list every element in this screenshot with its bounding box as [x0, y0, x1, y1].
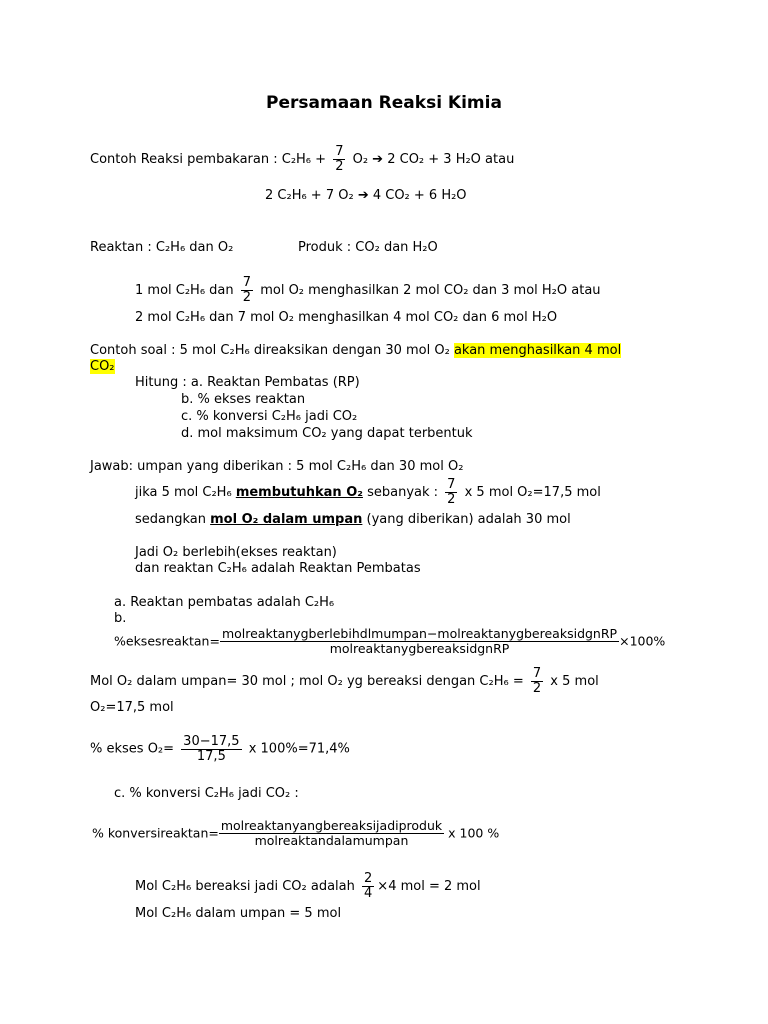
sedang-bold: mol O₂ dalam umpan [210, 512, 363, 527]
pct-lhs: % ekses O₂= [90, 741, 175, 757]
fraction [220, 627, 619, 656]
fraction [241, 276, 253, 305]
fraction-numerator: 7 [335, 144, 344, 159]
fraction-denominator: molreaktanygbereaksidgnRP [329, 641, 510, 656]
konversi-formula [92, 819, 499, 848]
fraction [445, 478, 457, 507]
mol-o2-result: O₂=17,5 mol [90, 700, 174, 715]
fraction-denominator: 17,5 [196, 749, 226, 764]
products-text: Produk : CO₂ dan H₂O [298, 240, 438, 255]
konv-lhs: % konversireaktan= [92, 825, 219, 841]
mol-line-1 [135, 276, 601, 305]
fraction-numerator: 30−17,5 [183, 734, 240, 749]
fraction-denominator: 2 [447, 492, 456, 507]
reaction-line-1 [90, 145, 514, 174]
pct-rhs: x 100%=71,4% [248, 741, 350, 757]
mol-o2-a: Mol O₂ dalam umpan= 30 mol ; mol O₂ yg bereaksi dengan C₂H₆ = [90, 674, 524, 689]
problem-item-c: c. % konversi C₂H₆ jadi CO₂ [181, 409, 358, 424]
jika-a: jika 5 mol C₂H₆ [135, 485, 232, 500]
problem-intro-cont [90, 359, 115, 375]
fraction-numerator: 2 [364, 871, 373, 886]
page-title: Persamaan Reaksi Kimia [266, 93, 502, 113]
fraction [219, 819, 444, 848]
highlighted-text: akan menghasilkan 4 mol [453, 343, 622, 358]
answer-sedangkan [135, 512, 571, 528]
jika-bold: membutuhkan O₂ [235, 485, 363, 500]
fraction [333, 145, 345, 174]
sedang-b: (yang diberikan) adalah 30 mol [366, 512, 571, 527]
ekses-formula [114, 627, 665, 656]
reaction-line-2: 2 C₂H₆ + 7 O₂ ➔ 4 CO₂ + 6 H₂O [265, 188, 467, 203]
reaction-label: Contoh Reaksi pembakaran : C₂H₆ + [90, 152, 327, 167]
jika-c: x 5 mol O₂=17,5 mol [464, 485, 601, 500]
answer-item-b: b. [114, 611, 127, 626]
fraction [531, 667, 543, 696]
fraction-numerator: 7 [242, 275, 252, 290]
fraction-numerator: molreaktanygberlebihdlmumpan−molreaktanygbereaksidgnRP [221, 626, 618, 641]
ekses-lhs: %eksesreaktan= [114, 633, 220, 649]
mol-c2h6-a: Mol C₂H₆ bereaksi jadi CO₂ adalah [135, 879, 355, 894]
konv-rhs: x 100 % [448, 825, 500, 841]
fraction-denominator: 2 [242, 290, 252, 305]
mol-o2-b: x 5 mol [550, 674, 599, 689]
mol-line-2: 2 mol C₂H₆ dan 7 mol O₂ menghasilkan 4 mol CO₂ dan 6 mol H₂O [135, 310, 558, 325]
fraction-denominator: 2 [335, 159, 344, 174]
problem-intro [90, 343, 621, 359]
fraction [362, 872, 374, 901]
mol-c2h6-umpan: Mol C₂H₆ dalam umpan = 5 mol [135, 906, 342, 921]
answer-jika [135, 478, 601, 507]
answer-item-c: c. % konversi C₂H₆ jadi CO₂ : [114, 786, 299, 801]
fraction-numerator: 7 [447, 477, 456, 492]
reactants-text: Reaktan : C₂H₆ dan O₂ [90, 240, 234, 255]
mol-c2h6-b: ×4 mol = 2 mol [377, 879, 481, 894]
fraction-denominator: 2 [532, 681, 542, 696]
problem-hitung: Hitung : a. Reaktan Pembatas (RP) [135, 375, 360, 390]
fraction-numerator: 7 [532, 666, 542, 681]
fraction-denominator: 4 [364, 886, 373, 901]
problem-item-b: b. % ekses reaktan [181, 392, 306, 407]
problem-item-d: d. mol maksimum CO₂ yang dapat terbentuk [181, 426, 473, 441]
fraction [181, 735, 241, 764]
highlighted-text: CO₂ [90, 359, 115, 374]
sedang-a: sedangkan [135, 512, 206, 527]
answer-jawab: Jawab: umpan yang diberikan : 5 mol C₂H₆ dan 30 mol O₂ [90, 459, 464, 474]
fraction-denominator: molreaktandalamumpan [254, 833, 409, 848]
problem-intro-text: Contoh soal : 5 mol C₂H₆ direaksikan dengan 30 mol O₂ [90, 343, 450, 358]
fraction-numerator: molreaktanyangbereaksijadiproduk [220, 818, 443, 833]
answer-jadi-2: dan reaktan C₂H₆ adalah Reaktan Pembatas [135, 561, 421, 576]
reaction-rest: O₂ ➔ 2 CO₂ + 3 H₂O atau [352, 152, 515, 167]
jika-b: sebanyak : [367, 485, 439, 500]
ekses-rhs: ×100% [619, 633, 666, 649]
answer-item-a: a. Reaktan pembatas adalah C₂H₆ [114, 595, 335, 610]
mol-c2h6-line [135, 872, 481, 901]
mol-line-1-a: 1 mol C₂H₆ dan [135, 283, 234, 298]
pct-ekses-line [90, 735, 350, 764]
mol-line-1-b: mol O₂ menghasilkan 2 mol CO₂ dan 3 mol H₂O atau [260, 283, 601, 298]
answer-jadi-1: Jadi O₂ berlebih(ekses reaktan) [135, 545, 337, 560]
mol-o2-line [90, 667, 599, 696]
